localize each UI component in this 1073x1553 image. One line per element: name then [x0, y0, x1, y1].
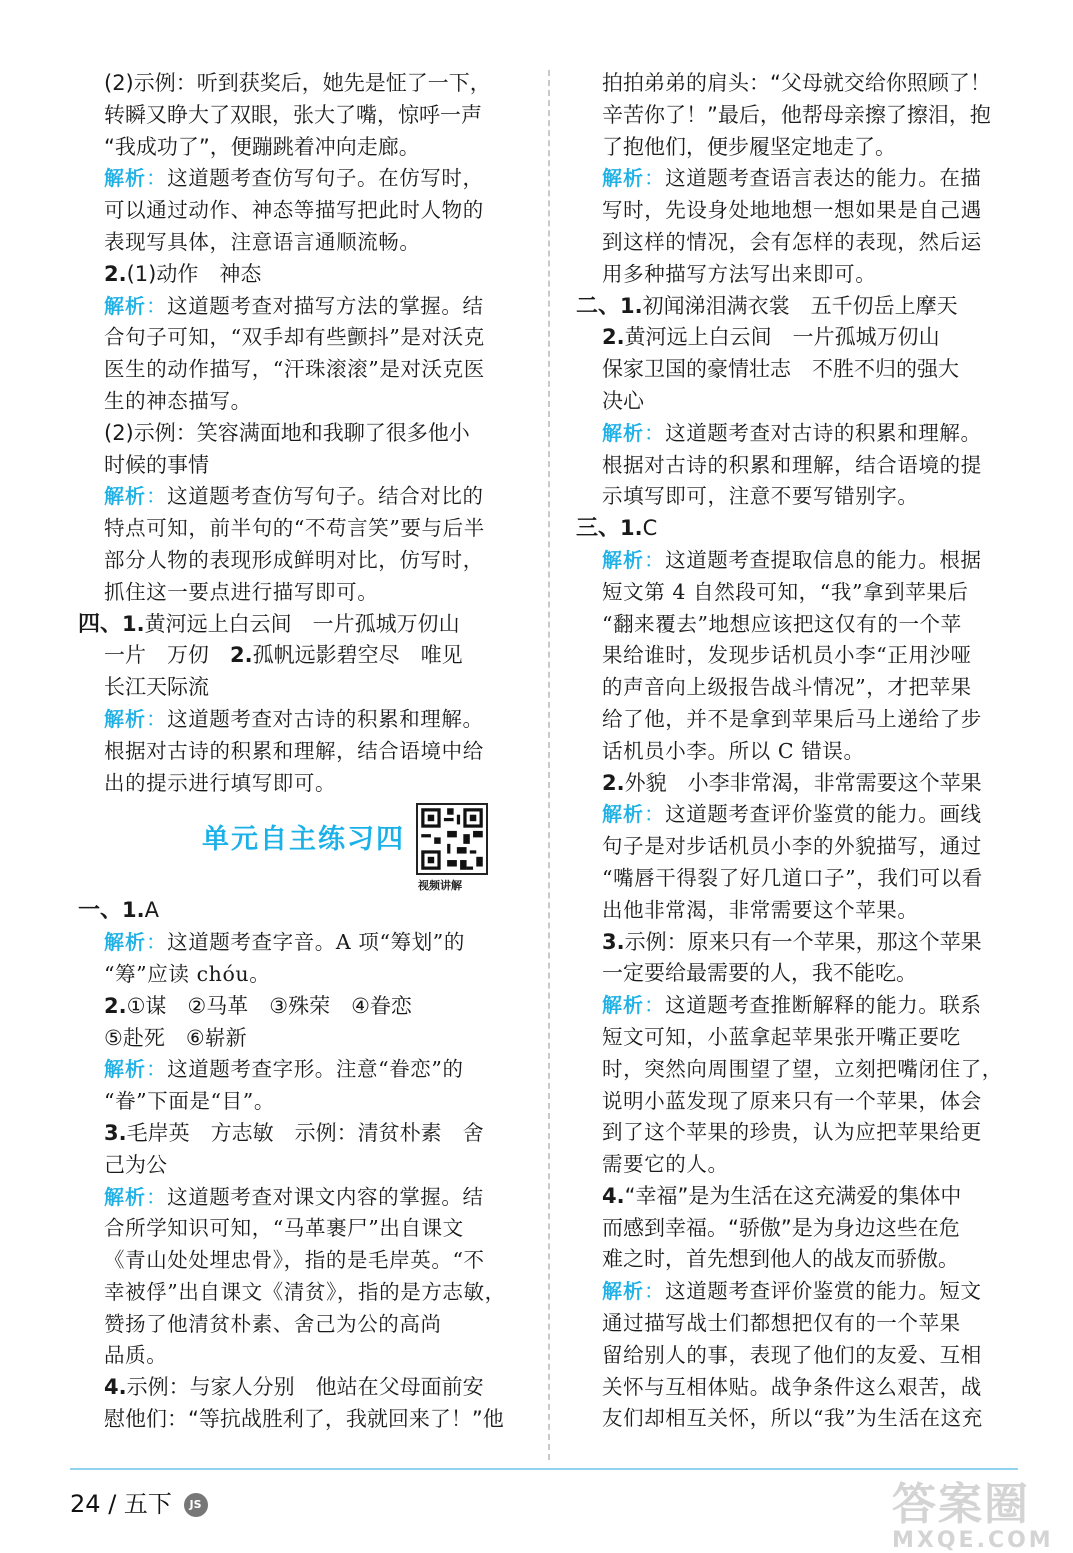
- explanation-line: [104, 768, 524, 800]
- line-text: 外貌 小李非常渴，非常需要这个苹果: [624, 770, 982, 795]
- answer-line: [78, 895, 524, 927]
- line-text: 孤帆远影碧空尽 唯见: [252, 643, 463, 668]
- section-number: 一、: [78, 898, 123, 924]
- answer-line: [602, 1244, 1020, 1276]
- qr-label: 视频讲解: [418, 879, 462, 893]
- line-text: 示例：原来只有一个苹果，那这个苹果: [624, 929, 982, 954]
- explanation-line: [602, 895, 1020, 927]
- analysis-colon: ：: [146, 1184, 168, 1209]
- line-text: 的声音向上级报告战斗情况”，才把苹果: [602, 675, 972, 700]
- explanation-line: [104, 1213, 524, 1245]
- line-text: 了抱他们，便步履坚定地走了。: [602, 134, 896, 159]
- page-number: 24: [70, 1490, 101, 1518]
- line-text: 己为公: [104, 1152, 167, 1177]
- line-text: 部分人物的表现形成鲜明对比，仿写时，: [104, 547, 484, 572]
- explanation-line: [602, 609, 1020, 641]
- line-text: 慰他们：“等抗战胜利了，我就回来了！”他: [104, 1407, 504, 1432]
- explanation-line: [104, 1245, 524, 1277]
- line-text: 根据对古诗的积累和理解，结合语境的提: [602, 452, 982, 477]
- watermark-logo: 答案圈: [892, 1479, 1030, 1530]
- answer-line: [104, 1372, 524, 1404]
- line-text: 长江天际流: [104, 675, 209, 700]
- analysis-colon: ：: [644, 166, 666, 191]
- explanation-line: [602, 450, 1020, 482]
- explanation-line: [104, 163, 524, 195]
- edition-badge-icon: JS: [184, 1493, 208, 1517]
- analysis-tag: 解析: [104, 1184, 146, 1209]
- line-text: 辛苦你了！”最后，他帮母亲擦了擦泪，抱: [602, 102, 991, 127]
- footer-rule: [70, 1468, 1018, 1470]
- analysis-colon: ：: [146, 706, 168, 731]
- line-text: 出他非常渴，非常需要这个苹果。: [602, 897, 919, 922]
- unit-title: 单元自主练习四: [202, 824, 405, 856]
- line-text: 用多种描写方法写出来即可。: [602, 261, 877, 286]
- line-text: 留给别人的事，表现了他们的友爱、互相: [602, 1342, 982, 1367]
- right-lines: [576, 68, 1020, 1435]
- question-number: 3.: [602, 929, 625, 954]
- explanation-line: [104, 1086, 524, 1118]
- answer-line: [104, 418, 524, 450]
- line-text: ⑤赴死 ⑥崭新: [104, 1025, 247, 1050]
- analysis-colon: ：: [644, 802, 666, 827]
- page-footer: [70, 1484, 208, 1519]
- analysis-tag: 解析: [602, 1279, 644, 1304]
- line-text: 时候的事情: [104, 452, 209, 477]
- line-text: ①谋 ②马革 ③殊荣 ④眷恋: [126, 993, 412, 1018]
- watermark-url: MXQE.COM: [892, 1528, 1054, 1553]
- line-text: 这道题考查语言表达的能力。在描: [665, 166, 982, 191]
- explanation-line: [602, 1086, 1020, 1118]
- qr-code-icon[interactable]: [416, 803, 488, 875]
- explanation-line: [602, 195, 1020, 227]
- line-text: 通过描写战士们都想把仅有的一个苹果: [602, 1311, 961, 1336]
- line-text: 出的提示进行填写即可。: [104, 770, 337, 795]
- answer-line: [104, 1118, 524, 1150]
- answer-line: [104, 1023, 524, 1055]
- explanation-line: [104, 545, 524, 577]
- question-number: 2.: [602, 325, 625, 350]
- line-text: “眷”下面是“目”。: [104, 1089, 275, 1114]
- line-text: 难之时，首先想到他人的战友而骄傲。: [602, 1247, 959, 1272]
- line-text: 幸被俘”出自课文《清贫》，指的是方志敏，: [104, 1279, 506, 1304]
- answer-line: [602, 1213, 1020, 1245]
- answer-line: [602, 100, 1020, 132]
- answer-line: [104, 640, 524, 672]
- footer-separator: /: [108, 1490, 117, 1518]
- explanation-line: [602, 1372, 1020, 1404]
- question-number: 1.: [620, 516, 643, 541]
- line-text: 这道题考查对描写方法的掌握。结: [167, 293, 484, 318]
- line-text: 品质。: [104, 1343, 168, 1368]
- line-text: 话机员小李。所以 C 错误。: [602, 738, 865, 763]
- line-text: 示填写即可，注意不要写错别字。: [602, 484, 919, 509]
- explanation-line: [602, 259, 1020, 291]
- analysis-tag: 解析: [104, 293, 146, 318]
- explanation-line: [602, 418, 1020, 450]
- line-text: C: [642, 516, 658, 541]
- line-text: “嘴唇干得裂了好几道口子”，我们可以看: [602, 865, 983, 890]
- line-text: 特点可知，前半句的“不苟言笑”要与后半: [104, 516, 485, 541]
- answer-line: [602, 958, 1020, 990]
- answer-line: [602, 354, 1020, 386]
- analysis-colon: ：: [644, 420, 666, 445]
- explanation-line: [602, 481, 1020, 513]
- answer-line: [602, 68, 1020, 100]
- line-text: 一片 万仞: [104, 643, 230, 668]
- explanation-line: [602, 577, 1020, 609]
- explanation-line: [602, 1022, 1020, 1054]
- section-number: 二、: [576, 293, 621, 319]
- analysis-tag: 解析: [104, 706, 146, 731]
- question-number: 1.: [122, 611, 145, 636]
- answer-line: [78, 609, 524, 641]
- question-number: 1.: [122, 898, 145, 923]
- line-text: 合所学知识可知，“马革裹尸”出自课文: [104, 1216, 464, 1241]
- explanation-line: [602, 736, 1020, 768]
- question-number: 2.: [104, 993, 127, 1018]
- line-text: 到了这个苹果的珍贵，认为应把苹果给更: [602, 1120, 982, 1145]
- explanation-line: [602, 1403, 1020, 1435]
- line-text: A: [144, 898, 159, 923]
- line-text: 这道题考查对古诗的积累和理解。: [665, 420, 982, 445]
- analysis-colon: ：: [146, 293, 168, 318]
- line-text: 黄河远上白云间 一片孤城万仞山: [144, 611, 460, 636]
- line-text: 这道题考查提取信息的能力。根据: [665, 547, 982, 572]
- line-text: 根据对古诗的积累和理解，结合语境中给: [104, 738, 484, 763]
- line-text: 转瞬又睁大了双眼，张大了嘴，惊呼一声: [104, 102, 482, 127]
- line-text: 合句子可知，“双手却有些颤抖”是对沃克: [104, 325, 485, 350]
- line-text: (1)动作 神态: [126, 261, 262, 286]
- answer-line: [602, 132, 1020, 164]
- answer-line: [576, 291, 1020, 323]
- analysis-tag: 解析: [104, 166, 146, 191]
- watermark: [892, 1468, 1054, 1553]
- explanation-line: [602, 1276, 1020, 1308]
- explanation-line: [602, 704, 1020, 736]
- explanation-line: [104, 1054, 524, 1086]
- line-text: 《青山处处埋忠骨》，指的是毛岸英。“不: [104, 1248, 485, 1273]
- question-number: 1.: [620, 293, 643, 318]
- explanation-line: [602, 990, 1020, 1022]
- explanation-line: [104, 959, 524, 991]
- answer-line: [104, 1150, 524, 1182]
- line-text: 这道题考查仿写句子。结合对比的: [167, 484, 484, 509]
- explanation-line: [602, 831, 1020, 863]
- answer-line: [104, 100, 524, 132]
- answer-line: [104, 68, 524, 100]
- line-text: 保家卫国的豪情壮志 不胜不归的强大: [602, 357, 959, 382]
- explanation-line: [104, 1309, 524, 1341]
- question-number: 4.: [104, 1375, 127, 1400]
- line-text: 示例：与家人分别 他站在父母面前安: [126, 1375, 484, 1400]
- line-text: (2)示例：笑容满面地和我聊了很多他小: [104, 420, 470, 445]
- line-text: 到这样的情况，会有怎样的表现，然后运: [602, 229, 982, 254]
- explanation-line: [104, 354, 524, 386]
- answer-line: [576, 513, 1020, 545]
- answer-line: [104, 132, 524, 164]
- explanation-line: [104, 1277, 524, 1309]
- explanation-line: [104, 1182, 524, 1214]
- line-text: 拍拍弟弟的肩头：“父母就交给你照顾了！: [602, 71, 991, 95]
- explanation-line: [104, 227, 524, 259]
- line-text: (2)示例：听到获奖后，她先是怔了一下，: [104, 71, 491, 95]
- explanation-line: [104, 195, 524, 227]
- line-text: 毛岸英 方志敏 示例：清贫朴素 舍: [126, 1120, 484, 1145]
- line-text: 写时，先设身处地地想一想如果是自己遇: [602, 198, 982, 223]
- explanation-line: [104, 386, 524, 418]
- explanation-line: [602, 545, 1020, 577]
- analysis-tag: 解析: [602, 420, 644, 445]
- explanation-line: [602, 640, 1020, 672]
- line-text: 一定要给最需要的人，我不能吃。: [602, 961, 917, 986]
- line-text: 果给谁时，发现步话机员小李“正用沙哑: [602, 643, 972, 668]
- section-number: 四、: [78, 611, 123, 637]
- line-text: 这道题考查仿写句子。在仿写时，: [167, 166, 484, 191]
- line-text: 抓住这一要点进行描写即可。: [104, 579, 379, 604]
- analysis-colon: ：: [146, 166, 168, 191]
- analysis-colon: ：: [146, 484, 168, 509]
- line-text: 需要它的人。: [602, 1152, 729, 1177]
- explanation-line: [602, 1308, 1020, 1340]
- left-lines-bottom: [78, 895, 524, 1436]
- answer-line: [104, 450, 524, 482]
- explanation-line: [602, 1149, 1020, 1181]
- analysis-colon: ：: [146, 930, 168, 955]
- answer-line: [104, 991, 524, 1023]
- analysis-tag: 解析: [104, 1057, 146, 1082]
- explanation-line: [104, 481, 524, 513]
- answer-line: [602, 386, 1020, 418]
- line-text: 表现写具体，注意语言通顺流畅。: [104, 229, 421, 254]
- line-text: 这道题考查评价鉴赏的能力。画线: [665, 802, 982, 827]
- explanation-line: [602, 1340, 1020, 1372]
- analysis-colon: ：: [146, 1057, 168, 1082]
- answer-line: [104, 1404, 524, 1436]
- line-text: 医生的动作描写，“汗珠滚滚”是对沃克医: [104, 357, 485, 382]
- explanation-line: [602, 672, 1020, 704]
- question-number: 4.: [602, 1183, 625, 1208]
- explanation-line: [104, 291, 524, 323]
- analysis-colon: ：: [644, 1279, 666, 1304]
- line-text: 短文可知，小蓝拿起苹果张开嘴正要吃: [602, 1024, 961, 1049]
- explanation-line: [104, 513, 524, 545]
- line-text: 初闻涕泪满衣裳 五千仞岳上摩天: [642, 293, 958, 318]
- explanation-line: [602, 227, 1020, 259]
- line-text: 这道题考查字音。A 项“筹划”的: [167, 930, 465, 955]
- answer-line: [104, 259, 524, 291]
- answer-line: [602, 768, 1020, 800]
- explanation-line: [104, 322, 524, 354]
- line-text: 生的神态描写。: [104, 388, 252, 413]
- answer-line: [104, 672, 524, 704]
- line-text: 给了他，并不是拿到苹果后马上递给了步: [602, 706, 982, 731]
- question-number: 2.: [602, 770, 625, 795]
- line-text: “翻来覆去”地想应该把这仅有的一个苹: [602, 611, 962, 636]
- left-column: [78, 68, 524, 1436]
- analysis-colon: ：: [644, 993, 666, 1018]
- explanation-line: [602, 1054, 1020, 1086]
- analysis-tag: 解析: [602, 993, 644, 1018]
- line-text: “我成功了”，便蹦跳着冲向走廊。: [104, 134, 420, 159]
- explanation-line: [104, 704, 524, 736]
- analysis-colon: ：: [644, 547, 666, 572]
- explanation-line: [602, 799, 1020, 831]
- line-text: 这道题考查评价鉴赏的能力。短文: [665, 1279, 982, 1304]
- line-text: 关怀与互相体贴。战争条件这么艰苦，战: [602, 1374, 982, 1399]
- analysis-tag: 解析: [602, 166, 644, 191]
- analysis-tag: 解析: [104, 930, 146, 955]
- explanation-line: [602, 1117, 1020, 1149]
- line-text: 这道题考查字形。注意“眷恋”的: [167, 1057, 464, 1082]
- line-text: 这道题考查对古诗的积累和理解。: [167, 706, 484, 731]
- unit-header: [104, 799, 524, 895]
- answer-line: [602, 927, 1020, 959]
- explanation-line: [104, 577, 524, 609]
- section-number: 三、: [576, 516, 621, 542]
- question-number: 2.: [230, 643, 253, 668]
- question-number: 2.: [104, 261, 127, 286]
- line-text: 友们却相互关怀，所以“我”为生活在这充: [602, 1406, 983, 1431]
- line-text: 时，突然向周围望了望，立刻把嘴闭住了，: [602, 1056, 1003, 1081]
- line-text: 黄河远上白云间 一片孤城万仞山: [624, 325, 940, 350]
- line-text: 可以通过动作、神态等描写把此时人物的: [104, 198, 484, 223]
- line-text: 决心: [602, 388, 644, 413]
- answer-line: [602, 1181, 1020, 1213]
- answer-line: [602, 322, 1020, 354]
- line-text: 句子是对步话机员小李的外貌描写，通过: [602, 834, 982, 859]
- line-text: “幸福”是为生活在这充满爱的集体中: [624, 1183, 962, 1208]
- analysis-tag: 解析: [104, 484, 146, 509]
- line-text: 说明小蓝发现了原来只有一个苹果，体会: [602, 1088, 982, 1113]
- line-text: 这道题考查推断解释的能力。联系: [665, 993, 982, 1018]
- explanation-line: [602, 163, 1020, 195]
- explanation-line: [602, 863, 1020, 895]
- line-text: “筹”应读 chóu。: [104, 961, 271, 986]
- question-number: 3.: [104, 1120, 127, 1145]
- line-text: 而感到幸福。“骄傲”是为身边这些在危: [602, 1215, 960, 1240]
- line-text: 短文第 4 自然段可知，“我”拿到苹果后: [602, 579, 969, 604]
- line-text: 赞扬了他清贫朴素、舍己为公的高尚: [104, 1311, 442, 1336]
- explanation-line: [104, 1340, 524, 1372]
- grade-label: 五下: [123, 1490, 172, 1518]
- left-lines-top: [78, 68, 524, 799]
- analysis-tag: 解析: [602, 802, 644, 827]
- right-column: [576, 68, 1020, 1435]
- analysis-tag: 解析: [602, 547, 644, 572]
- column-divider: [548, 70, 550, 1460]
- explanation-line: [104, 927, 524, 959]
- line-text: 这道题考查对课文内容的掌握。结: [167, 1184, 484, 1209]
- explanation-line: [104, 736, 524, 768]
